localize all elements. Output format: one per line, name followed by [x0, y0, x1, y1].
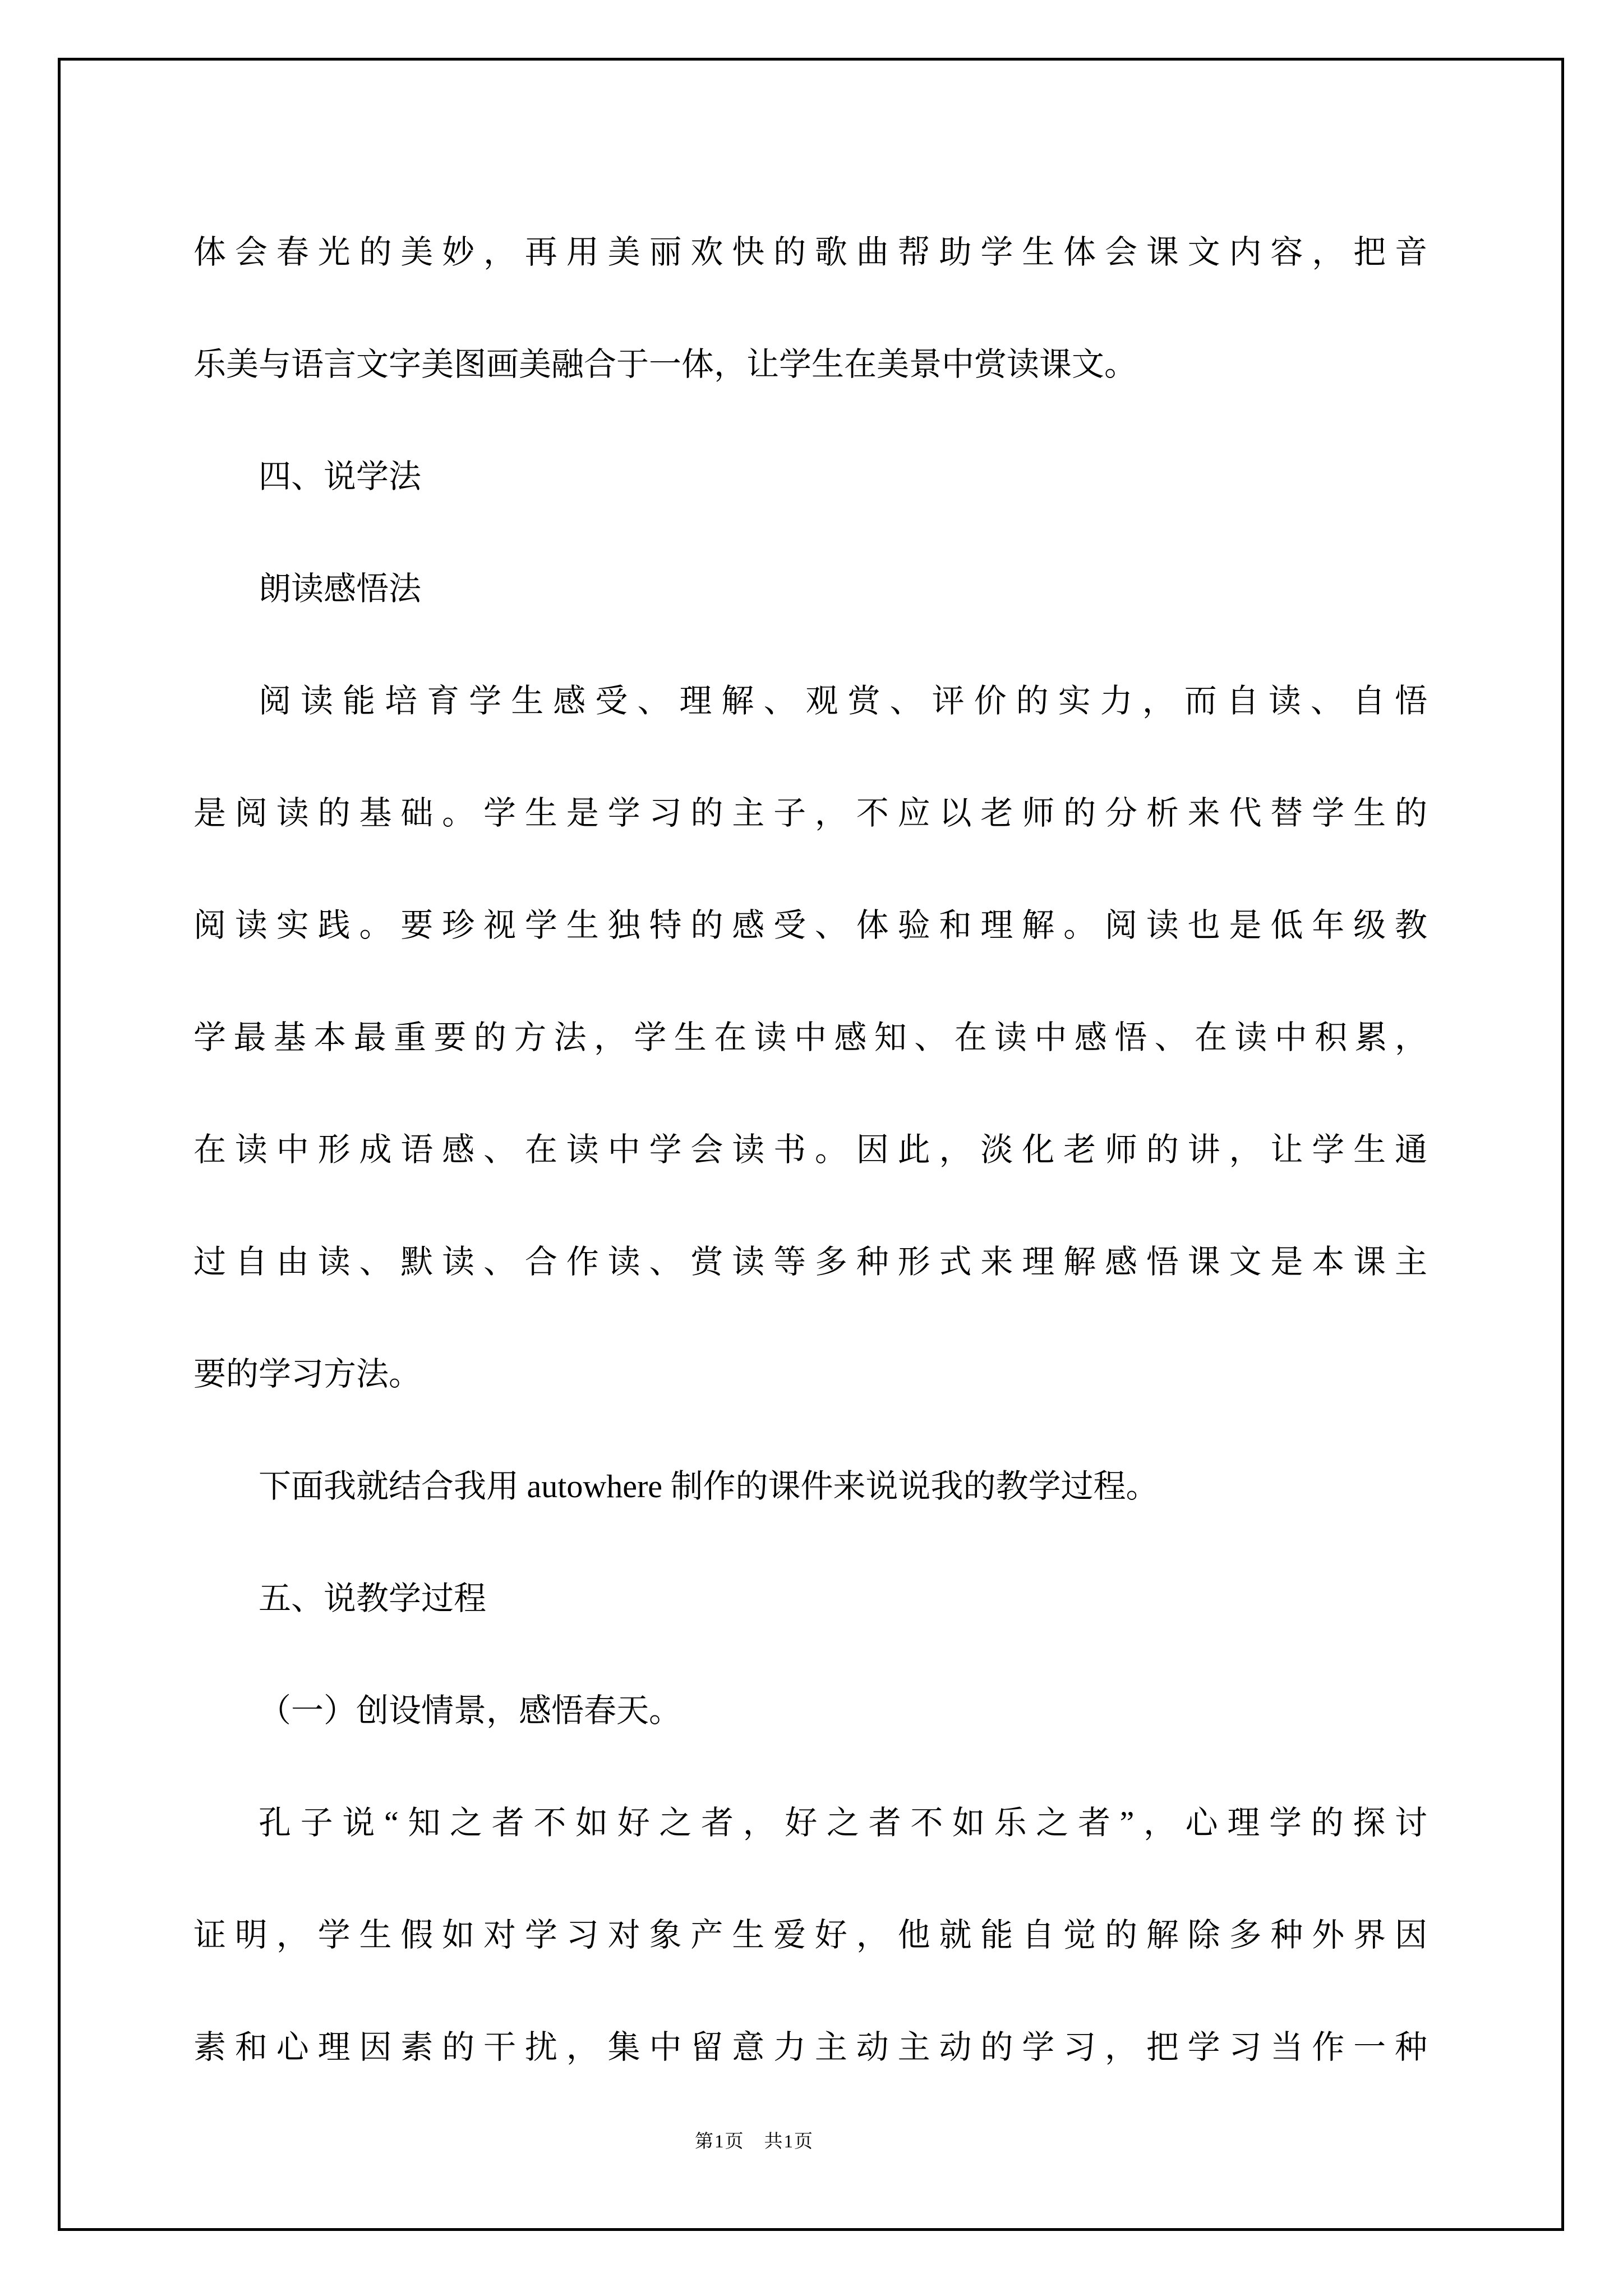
- page-footer: 第1页 共1页: [695, 2132, 814, 2152]
- text-line: 朗读感悟法: [259, 570, 422, 607]
- text-line: 阅读能培育学生感受、理解、观赏、评价的实力，而自读、自悟: [259, 683, 1427, 719]
- text-line: 下面我就结合我用 autowhere 制作的课件来说说我的教学过程。: [259, 1468, 1159, 1504]
- text-line: 五、说教学过程: [259, 1580, 487, 1617]
- text-line: 体会春光的美妙，再用美丽欢快的歌曲帮助学生体会课文内容，把音: [193, 234, 1427, 270]
- text-line: 过自由读、默读、合作读、赏读等多种形式来理解感悟课文是本课主: [193, 1244, 1427, 1280]
- text-line: 四、说学法: [259, 458, 422, 495]
- text-line: 要的学习方法。: [193, 1356, 422, 1392]
- text-line: 是阅读的基础。学生是学习的主子，不应以老师的分析来代替学生的: [193, 795, 1427, 831]
- text-line: 素和心理因素的干扰，集中留意力主动主动的学习，把学习当作一种: [193, 2029, 1427, 2065]
- text-line: （一）创设情景，感悟春天。: [259, 1692, 682, 1729]
- document-body: [193, 196, 1427, 2104]
- text-line: 学最基本最重要的方法，学生在读中感知、在读中感悟、在读中积累，: [193, 1019, 1427, 1056]
- text-line: 在读中形成语感、在读中学会读书。因此，淡化老师的讲，让学生通: [193, 1131, 1427, 1168]
- text-line: 阅读实践。要珍视学生独特的感受、体验和理解。阅读也是低年级教: [193, 907, 1427, 944]
- text-line: 乐美与语言文字美图画美融合于一体，让学生在美景中赏读课文。: [193, 346, 1137, 383]
- text-line: 孔子说“知之者不如好之者，好之者不如乐之者”，心理学的探讨: [259, 1805, 1427, 1841]
- text-line: 证明，学生假如对学习对象产生爱好，他就能自觉的解除多种外界因: [193, 1917, 1427, 1953]
